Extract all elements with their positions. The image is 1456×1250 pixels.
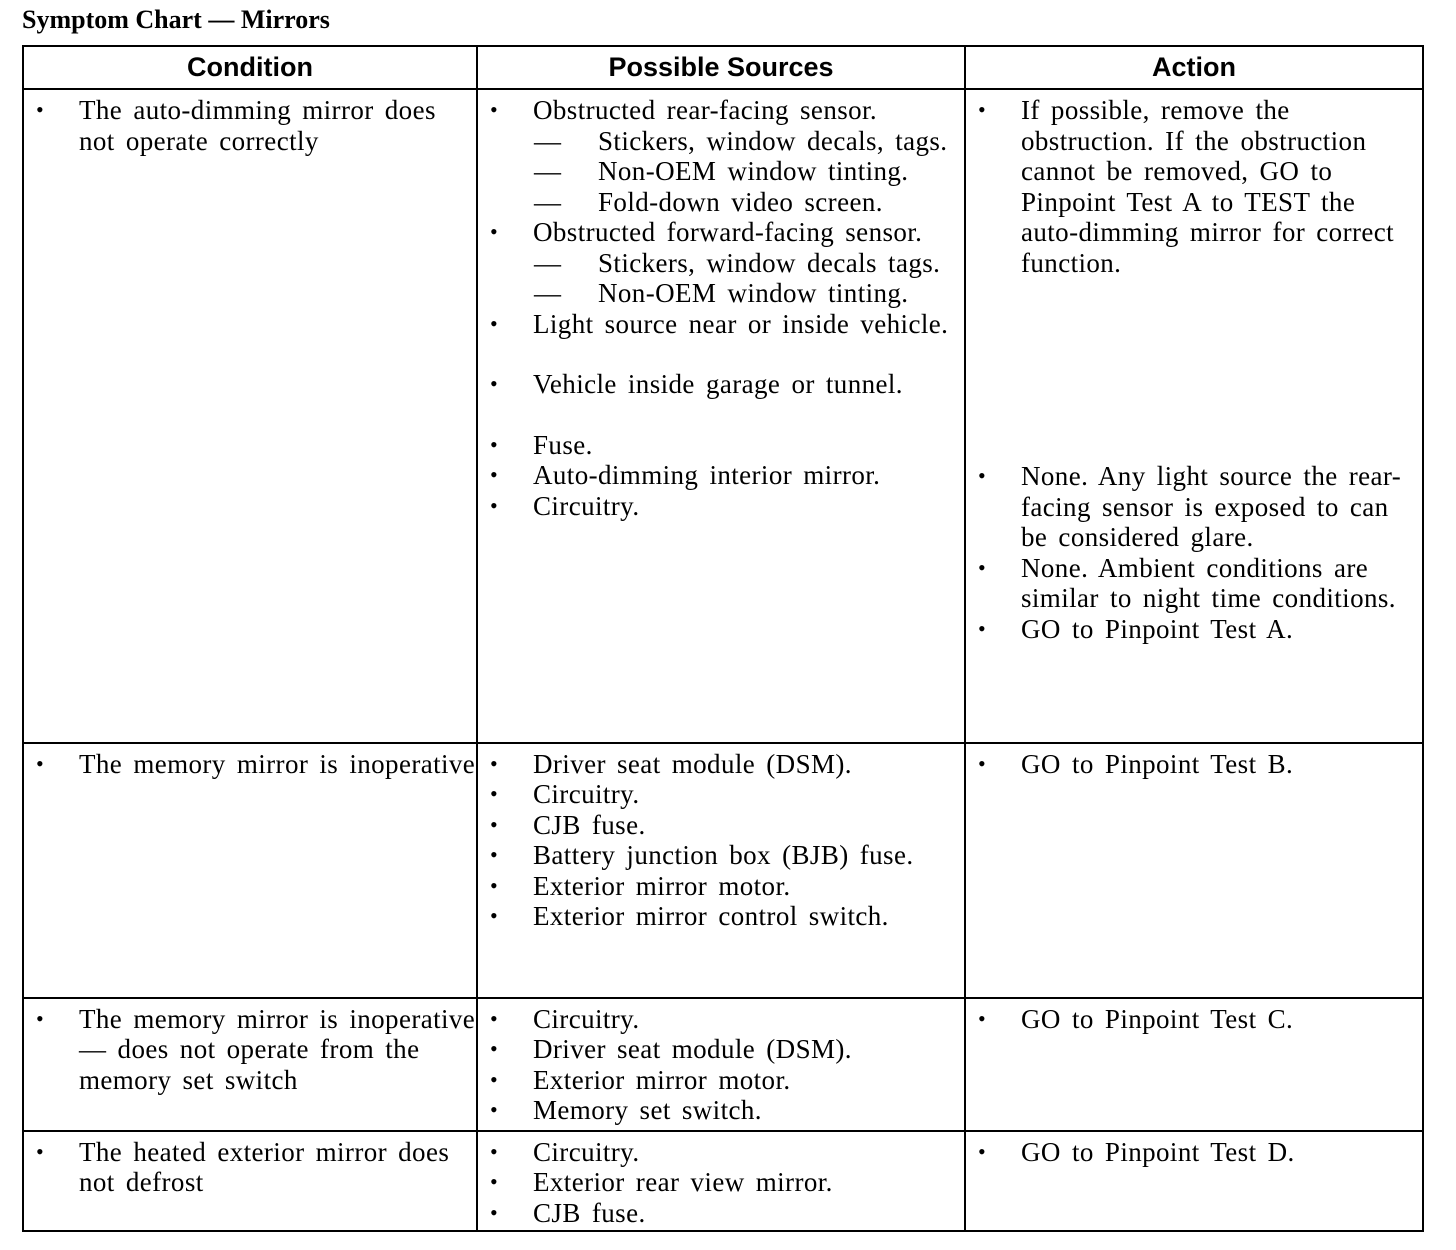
list-item: • Obstructed forward-facing sensor. (490, 217, 923, 248)
list-item: • Fuse. (490, 429, 593, 460)
table-header-row (23, 46, 1423, 89)
list-item: • Circuitry. (490, 1003, 640, 1034)
list-item: • Vehicle inside garage or tunnel. (490, 369, 903, 400)
table-row (23, 1131, 1423, 1231)
sources-cell (477, 998, 965, 1131)
table-row (23, 998, 1423, 1131)
list-item: • GO to Pinpoint Test D. (978, 1136, 1295, 1167)
sub-item: — Non-OEM window tinting. (534, 156, 909, 187)
header-possible-sources: Possible Sources (477, 46, 965, 89)
list-item: • GO to Pinpoint Test B. (978, 748, 1294, 779)
table-row (23, 89, 1423, 743)
list-item: • Memory set switch. (490, 1095, 762, 1126)
list-item: • Circuitry. (490, 779, 640, 810)
list-item: • Battery junction box (BJB) fuse. (490, 840, 914, 871)
list-item: • Exterior mirror motor. (490, 1064, 791, 1095)
list-item: • Driver seat module (DSM). (490, 748, 852, 779)
sub-item: — Non-OEM window tinting. (534, 278, 909, 309)
page-title: Symptom Chart — Mirrors (22, 5, 330, 34)
condition-cell (23, 89, 477, 743)
list-item: • Light source near or inside vehicle. (490, 308, 949, 339)
symptom-table (22, 45, 1424, 1232)
list-item: • The auto-dimming mirror does not operate correctly (36, 95, 436, 156)
action-cell (965, 89, 1423, 743)
condition-cell (23, 1131, 477, 1231)
list-item: • Circuitry. (490, 490, 640, 521)
list-item: • Obstructed rear-facing sensor. (490, 95, 878, 126)
list-item: • Exterior mirror control switch. (490, 901, 889, 932)
list-item: • CJB fuse. (490, 809, 646, 840)
action-cell (965, 998, 1423, 1131)
list-item: • The memory mirror is inoperative (36, 748, 476, 779)
action-cell (965, 743, 1423, 998)
list-item: • If possible, remove the obstruction. If the obstruction cannot be removed, GO to Pinpoint Test A to TEST the auto-dimming mirror for correct function. (978, 95, 1395, 278)
list-item: • CJB fuse. (490, 1197, 646, 1228)
list-item: • The memory mirror is inoperative — does not operate from the memory set switch (36, 1003, 476, 1095)
sub-item: — Stickers, window decals, tags. (534, 125, 948, 156)
list-item: • GO to Pinpoint Test A. (978, 613, 1294, 644)
header-action: Action (965, 46, 1423, 89)
header-condition: Condition (23, 46, 477, 89)
sources-cell (477, 89, 965, 743)
list-item: • None. Ambient conditions are similar to night time conditions. (978, 552, 1396, 614)
list-item: • Driver seat module (DSM). (490, 1034, 852, 1065)
sources-cell (477, 743, 965, 998)
list-item: • Exterior mirror motor. (490, 870, 791, 901)
list-item: • The heated exterior mirror does not defrost (36, 1136, 450, 1198)
list-item: • Circuitry. (490, 1136, 640, 1167)
list-item: • Exterior rear view mirror. (490, 1167, 833, 1198)
action-cell (965, 1131, 1423, 1231)
list-item: • Auto-dimming interior mirror. (490, 460, 881, 491)
list-item: • GO to Pinpoint Test C. (978, 1003, 1294, 1034)
table-row (23, 743, 1423, 998)
sub-item: — Fold-down video screen. (534, 186, 883, 217)
sub-item: — Stickers, window decals tags. (534, 247, 941, 278)
list-item: • None. Any light source the rear-facing sensor is exposed to can be considered glare. (978, 461, 1402, 553)
sources-cell (477, 1131, 965, 1231)
condition-cell (23, 998, 477, 1131)
condition-cell (23, 743, 477, 998)
